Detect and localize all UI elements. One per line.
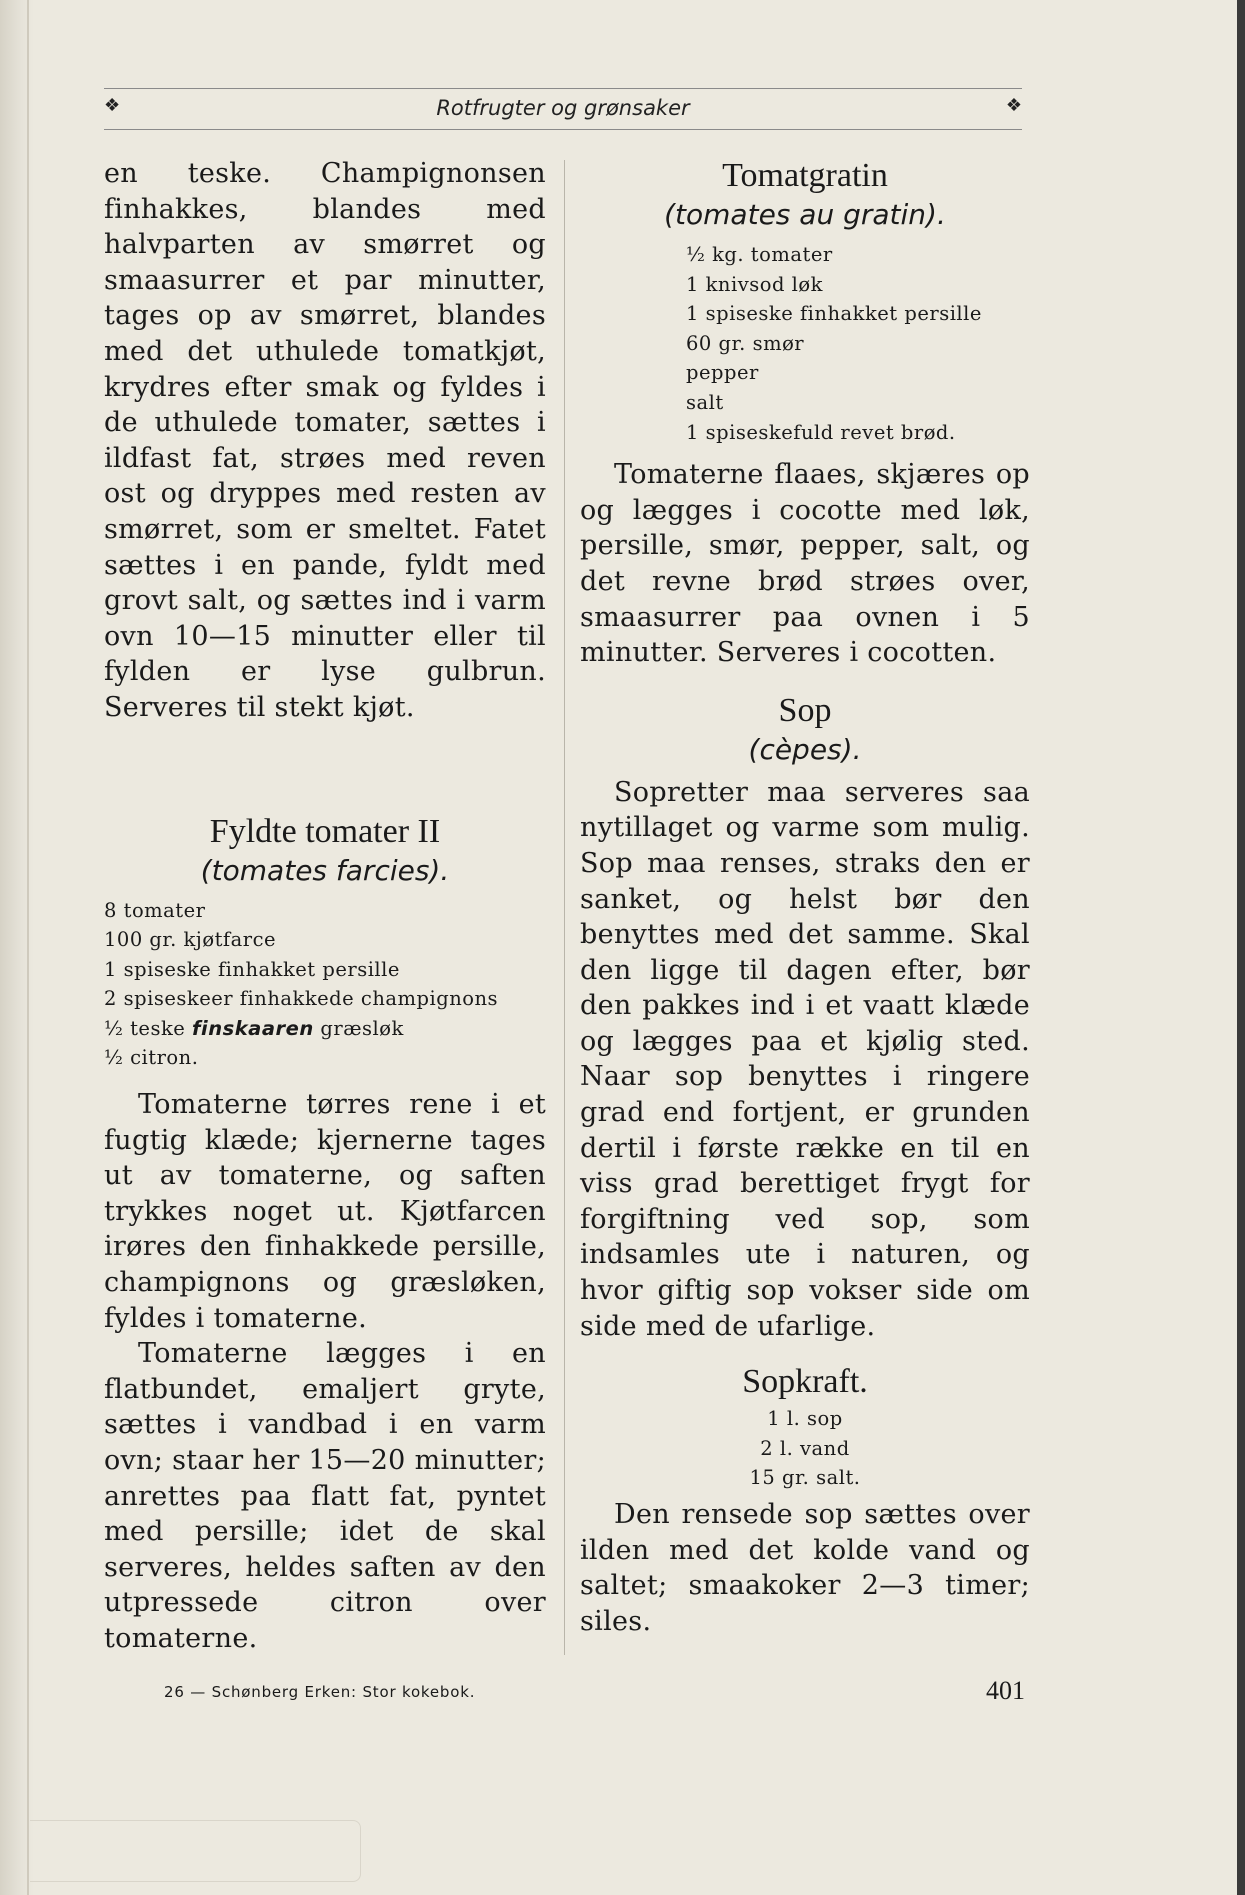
- ornament-left-icon: ❖: [104, 95, 121, 116]
- ingredient-item: 2 spiseskeer finhakkede champignons: [104, 987, 499, 1011]
- recipe-title-sopkraft: Sopkraft.: [742, 1363, 868, 1401]
- section-gap: [104, 726, 546, 812]
- running-header-title: Rotfrugter og grønsaker: [436, 96, 690, 120]
- ingredient-item: [104, 1014, 546, 1044]
- ingredient-item: 1 spiseske finhakket persille: [104, 957, 400, 981]
- recipe-subtitle-fyldte-tomater: (tomates farcies).: [200, 853, 450, 887]
- right-column: [580, 156, 1030, 1639]
- recipe-subtitle-sop: (cèpes).: [748, 732, 862, 766]
- ingredient-item: 60 gr. smør: [686, 331, 805, 355]
- ingredient-item: 2 l. vand: [760, 1436, 850, 1460]
- ingredient-item: 8 tomater: [104, 898, 206, 922]
- ingredient-item: ½ kg. tomater: [686, 243, 833, 266]
- page-edge: [1237, 0, 1245, 1895]
- page-number: 401: [986, 1676, 1025, 1705]
- recipe-title-sop: Sop: [778, 691, 832, 729]
- running-header: [104, 88, 1022, 130]
- recipe-paragraph: Sopretter maa serveres saa nytillaget og varme som mulig. Sop maa renses, straks den er sanket, og helst bør den benyttes med det samme. Skal den ligge til dagen efter, bør den pakkes ind i et vaatt klæde og lægges paa et kjølig sted. Naar sop benyttes i ringere grad end fortjent, er grunden dertil i første række en til en viss grad berettiget frygt for forgiftning ved sop, som indsamles ute i naturen, og hvor giftig sop vokser side om side med de ufarlige.: [580, 776, 1030, 1342]
- ingredient-item: pepper: [686, 361, 759, 385]
- section-gap: [580, 671, 1030, 691]
- recipe-paragraph: Tomaterne tørres rene i et fugtig klæde; kjernerne tages ut av tomaterne, og saften trykkes noget ut. Kjøtfarcen irøres den finhakkede persille, champignons og græsløken, fyldes i tomaterne.: [104, 1089, 546, 1334]
- ornament-right-icon: ❖: [1005, 95, 1022, 116]
- ingredient-item: 100 gr. kjøtfarce: [104, 928, 277, 952]
- column-divider: [564, 160, 565, 1655]
- ingredient-item: 15 gr. salt.: [749, 1466, 861, 1490]
- ingredient-item: 1 spiseskefuld revet brød.: [686, 420, 956, 444]
- ingredient-item: 1 l. sop: [767, 1407, 843, 1431]
- ingredient-list-sopkraft: [580, 1404, 1030, 1493]
- recipe-paragraph: Tomaterne flaaes, skjæres op og lægges i cocotte med løk, persille, smør, pepper, salt, og det revne brød strøes over, smaasurrer paa ovnen i 5 minutter. Serveres i cocotten.: [580, 459, 1030, 669]
- recipe-paragraph: Tomaterne lægges i en flatbundet, emaljert gryte, sættes i vandbad i en varm ovn; staar her 15—20 minutter; anrettes paa flatt fat, pyntet med persille; idet de skal serveres, heldes saften av den utpressede citron over tomaterne.: [104, 1338, 546, 1654]
- continued-paragraph: en teske. Champignonsen finhakkes, blandes med halvparten av smørret og smaasurrer et par minutter, tages op av smørret, blandes med det uthulede tomatkjøt, krydres efter smak og fyldes i de uthulede tomater, sættes i ildfast fat, strøes med reven ost og dryppes med resten av smørret, som er smeltet. Fatet sættes i en pande, fyldt med grovt salt, og sættes ind i varm ovn 10—15 minutter eller til fylden er lyse gulbrun. Serveres til stekt kjøt.: [104, 158, 546, 723]
- ingredient-item: 1 knivsod løk: [686, 272, 823, 296]
- recipe-title-tomatgratin: Tomatgratin: [722, 157, 888, 194]
- ingredient-prefix: ½ teske: [104, 1016, 193, 1040]
- section-gap: [580, 1344, 1030, 1362]
- left-column: [104, 156, 546, 1657]
- ingredient-list-fyldte-tomater: [104, 896, 546, 1074]
- ingredient-item: ½ citron.: [104, 1046, 199, 1070]
- binding-line: [27, 0, 29, 1895]
- recipe-title-fyldte-tomater: Fyldte tomater II: [209, 812, 441, 850]
- ingredient-emphasis: finskaaren: [192, 1016, 314, 1040]
- ingredient-suffix: græsløk: [313, 1016, 404, 1040]
- recipe-paragraph: Den rensede sop sættes over ilden med det kolde vand og saltet; smaakoker 2—3 timer; siles.: [580, 1499, 1030, 1637]
- ingredient-list-tomatgratin: [686, 240, 1030, 447]
- ingredient-item: 1 spiseske finhakket persille: [686, 302, 982, 326]
- signature-line: 26 — Schønberg Erken: Stor kokebok.: [164, 1683, 476, 1701]
- ingredient-item: salt: [686, 390, 724, 414]
- underlying-card-outline: [30, 1820, 361, 1882]
- recipe-subtitle-tomatgratin: (tomates au gratin).: [664, 198, 946, 231]
